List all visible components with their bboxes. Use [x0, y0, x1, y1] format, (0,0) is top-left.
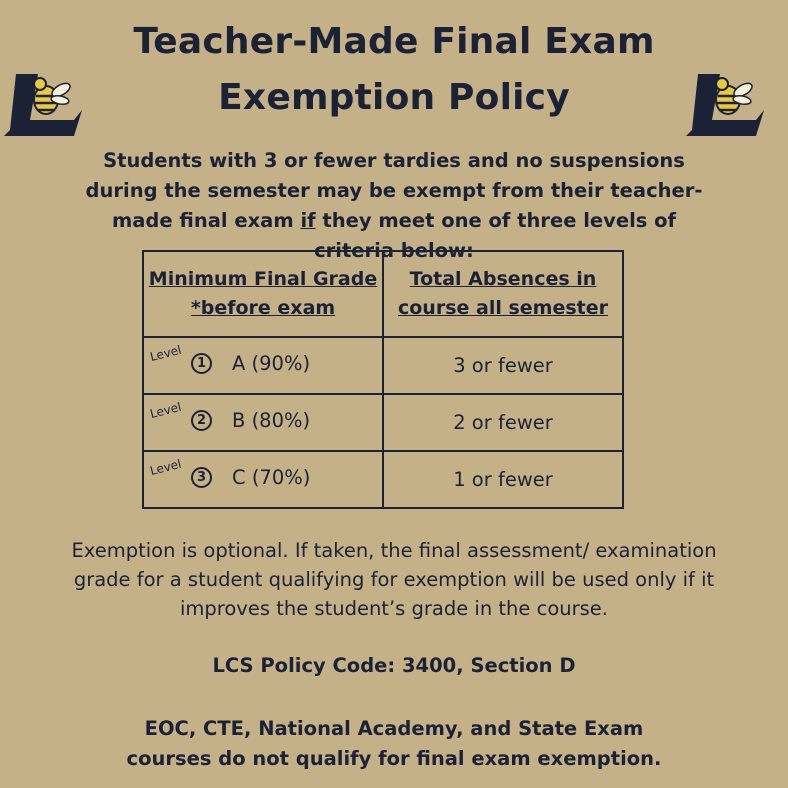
page-title: [0, 14, 788, 126]
disclaimer-line-2: courses do not qualify for final exam exemption.: [126, 747, 662, 770]
table-row: [143, 394, 623, 451]
absences-cell: 2 or fewer: [383, 394, 623, 451]
intro-text-before: Students with 3 or fewer tardies and no suspensions during the semester may be exempt from their teacher-made final exam: [85, 149, 703, 232]
header-absences-line-2: course all semester: [397, 297, 608, 319]
absences-cell: 3 or fewer: [383, 337, 623, 394]
level-number-badge: 1: [191, 353, 212, 374]
title-line-1: Teacher-Made Final Exam: [133, 21, 655, 62]
grade-cell: [143, 451, 383, 508]
grade-value: C (70%): [232, 466, 311, 489]
header-total-absences: [383, 251, 623, 337]
level-label: Level: [148, 342, 183, 364]
absences-cell: 1 or fewer: [383, 451, 623, 508]
grade-cell: [143, 394, 383, 451]
criteria-table: [142, 250, 624, 509]
table-row: [143, 337, 623, 394]
table-row: [143, 451, 623, 508]
grade-value: A (90%): [232, 352, 311, 375]
grade-cell: [143, 337, 383, 394]
disclaimer: [80, 714, 708, 774]
header-grade-line-2: *before exam: [190, 297, 336, 319]
header-absences-line-1: Total Absences in: [409, 268, 597, 290]
intro-paragraph: [70, 146, 718, 266]
level-label: Level: [148, 456, 183, 478]
title-line-2: Exemption Policy: [218, 77, 570, 118]
header-grade-line-1: Minimum Final Grade: [148, 268, 378, 290]
table-header-row: [143, 251, 623, 337]
intro-text-after: they meet one of three levels of criteria below:: [314, 209, 677, 262]
level-label: Level: [148, 399, 183, 421]
policy-code: LCS Policy Code: 3400, Section D: [212, 654, 576, 677]
intro-emphasis: if: [300, 209, 316, 232]
grade-value: B (80%): [232, 409, 311, 432]
disclaimer-line-1: EOC, CTE, National Academy, and State Exam: [144, 717, 644, 740]
level-number-badge: 2: [191, 410, 212, 431]
level-number-badge: 3: [191, 467, 212, 488]
header-minimum-grade: [143, 251, 383, 337]
exemption-note: Exemption is optional. If taken, the final assessment/ examination grade for a student qualifying for exemption will be used only if it improves the student’s grade in the course.: [71, 539, 717, 620]
